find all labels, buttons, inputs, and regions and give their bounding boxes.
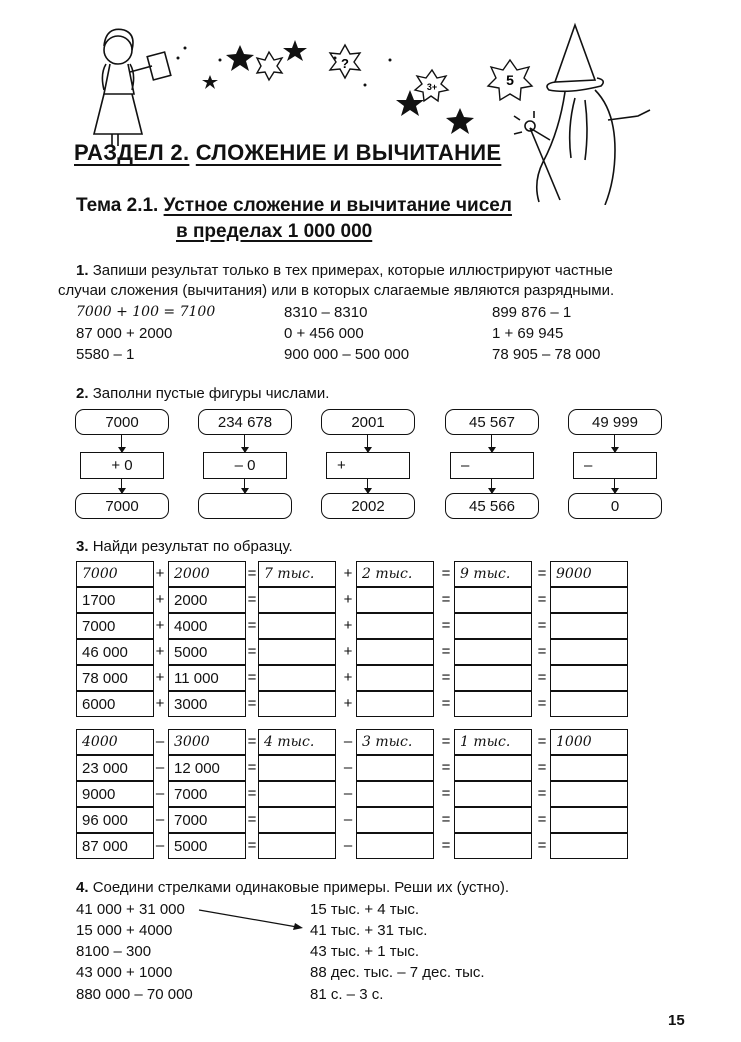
task1-text: 1. Запиши результат только в тех примерах, которые иллюстрируют частные случаи сложения (вычитания) или в которых слагаемые являются разрядными. (58, 262, 615, 299)
sub-sample-equals-2: = (441, 733, 451, 750)
task3-text: 3. Найди результат по образцу. (76, 538, 293, 555)
sub-sample-thousands-b: 3 тыс. (356, 729, 434, 755)
add-row4-equals-1: = (247, 669, 257, 686)
add-row5-equals-1: = (247, 695, 257, 712)
section-label: РАЗДЕЛ 2. (74, 140, 190, 165)
add-row3-operand-b: 5000 (168, 639, 246, 665)
task4-left-4: 43 000 + 1000 (76, 964, 173, 981)
task4-right-2: 41 тыс. + 31 тыс. (310, 922, 428, 939)
sub-row2-operator: – (155, 785, 165, 802)
sub-row2-equals-1: = (247, 785, 257, 802)
sub-row4-thousands-b[interactable] (356, 833, 434, 859)
chain3-operation[interactable]: + (326, 452, 410, 479)
add-row5-operator: + (155, 695, 165, 712)
chain1-top: 7000 (75, 409, 169, 435)
sub-row4-operand-a: 87 000 (76, 833, 154, 859)
add-sample-thousands-b: 2 тыс. (356, 561, 434, 587)
sub-row2-result[interactable] (550, 781, 628, 807)
add-row5-equals-3: = (537, 695, 547, 712)
add-row3-thousands-a[interactable] (258, 639, 336, 665)
add-row2-operand-b: 4000 (168, 613, 246, 639)
sub-row4-equals-3: = (537, 837, 547, 854)
task2-text: 2. Заполни пустые фигуры числами. (76, 385, 330, 402)
sub-row3-result[interactable] (550, 807, 628, 833)
add-row4-thousands-b[interactable] (356, 665, 434, 691)
add-row5-operand-a: 6000 (76, 691, 154, 717)
section-name: СЛОЖЕНИЕ И ВЫЧИТАНИЕ (195, 140, 502, 165)
add-row5-equals-2: = (441, 695, 451, 712)
task4-left-1: 41 000 + 31 000 (76, 901, 185, 918)
sub-row2-equals-2: = (441, 785, 451, 802)
add-row3-operand-a: 46 000 (76, 639, 154, 665)
chain4-arrow1 (491, 435, 492, 452)
add-sample-operand-b: 2000 (168, 561, 246, 587)
task4-right-3: 43 тыс. + 1 тыс. (310, 943, 420, 960)
add-row4-result[interactable] (550, 665, 628, 691)
sub-row4-result[interactable] (550, 833, 628, 859)
add-row4-operator-2: + (343, 669, 353, 686)
add-sample-equals-3: = (537, 565, 547, 582)
badge-question: ? (341, 56, 349, 71)
task3-number: 3. (76, 538, 89, 555)
chain1-arrow1 (121, 435, 122, 452)
add-row5-operator-2: + (343, 695, 353, 712)
sub-row4-operand-b: 5000 (168, 833, 246, 859)
add-sample-result: 9000 (550, 561, 628, 587)
chain2-arrow1 (244, 435, 245, 452)
sub-sample-thousands-result: 1 тыс. (454, 729, 532, 755)
add-row4-operand-b: 11 000 (168, 665, 246, 691)
sub-row2-operand-a: 9000 (76, 781, 154, 807)
chain1-bottom[interactable]: 7000 (75, 493, 169, 519)
add-sample-equals-2: = (441, 565, 451, 582)
topic-title (76, 195, 512, 217)
topic-title-line2: в пределах 1 000 000 (176, 221, 373, 242)
task1-col3-row2: 1 + 69 945 (492, 325, 564, 342)
chain5-bottom: 0 (568, 493, 662, 519)
chain4-arrow2 (491, 479, 492, 493)
add-row5-thousands-result[interactable] (454, 691, 532, 717)
sub-row1-operator: – (155, 759, 165, 776)
add-row1-equals-3: = (537, 591, 547, 608)
chain4-operation[interactable]: – (450, 452, 534, 479)
wizard-drawing (514, 25, 650, 205)
add-row1-equals-1: = (247, 591, 257, 608)
task1-col2-row2: 0 + 456 000 (284, 325, 364, 342)
sub-sample-operand-b: 3000 (168, 729, 246, 755)
section-title (74, 140, 501, 166)
sub-row1-result[interactable] (550, 755, 628, 781)
add-row1-result[interactable] (550, 587, 628, 613)
header-illustration (60, 20, 680, 205)
badge-five: 5 (506, 72, 514, 88)
topic-line1: Устное сложение и вычитание чисел (163, 195, 512, 216)
add-row2-thousands-a[interactable] (258, 613, 336, 639)
sub-row1-equals-1: = (247, 759, 257, 776)
task4-right-1: 15 тыс. + 4 тыс. (310, 901, 420, 918)
sub-sample-equals-1: = (247, 733, 257, 750)
sub-row2-thousands-a[interactable] (258, 781, 336, 807)
sub-row2-thousands-result[interactable] (454, 781, 532, 807)
chain3-arrow2 (367, 479, 368, 493)
sub-row4-operator: – (155, 837, 165, 854)
chain3-top: 2001 (321, 409, 415, 435)
add-row1-thousands-result[interactable] (454, 587, 532, 613)
add-row4-operand-a: 78 000 (76, 665, 154, 691)
sub-sample-operand-a: 4000 (76, 729, 154, 755)
sub-sample-thousands-a: 4 тыс. (258, 729, 336, 755)
add-row2-equals-1: = (247, 617, 257, 634)
chain2-top: 234 678 (198, 409, 292, 435)
add-sample-thousands-result: 9 тыс. (454, 561, 532, 587)
sub-row4-operator-2: – (343, 837, 353, 854)
add-sample-operator-2: + (343, 565, 353, 582)
sub-row3-equals-2: = (441, 811, 451, 828)
task4-number: 4. (76, 879, 89, 896)
sub-row3-thousands-b[interactable] (356, 807, 434, 833)
sub-row1-thousands-a[interactable] (258, 755, 336, 781)
add-sample-equals-1: = (247, 565, 257, 582)
add-row3-thousands-result[interactable] (454, 639, 532, 665)
chain1-arrow2 (121, 479, 122, 493)
sub-sample-operator-2: – (343, 733, 353, 750)
add-row1-operator-2: + (343, 591, 353, 608)
add-row4-operator: + (155, 669, 165, 686)
chain2-bottom[interactable] (198, 493, 292, 519)
task1-sample: 7000 + 100 = 7100 (76, 304, 216, 320)
chain5-arrow1 (614, 435, 615, 452)
chain5-arrow2 (614, 479, 615, 493)
add-row4-equals-2: = (441, 669, 451, 686)
task4-right-4: 88 дес. тыс. – 7 дес. тыс. (310, 964, 485, 981)
task2-number: 2. (76, 385, 89, 402)
sub-row1-operand-b: 12 000 (168, 755, 246, 781)
page-number: 15 (668, 1012, 685, 1029)
task1-col2-row3: 900 000 – 500 000 (284, 346, 410, 363)
sub-row3-equals-1: = (247, 811, 257, 828)
sub-row2-thousands-b[interactable] (356, 781, 434, 807)
sub-row1-equals-3: = (537, 759, 547, 776)
add-row3-operator: + (155, 643, 165, 660)
add-row1-thousands-b[interactable] (356, 587, 434, 613)
add-row3-equals-1: = (247, 643, 257, 660)
add-row1-equals-2: = (441, 591, 451, 608)
sub-row1-operator-2: – (343, 759, 353, 776)
add-row5-operand-b: 3000 (168, 691, 246, 717)
sub-row3-operand-b: 7000 (168, 807, 246, 833)
task1-number: 1. (76, 262, 89, 279)
sub-row1-operand-a: 23 000 (76, 755, 154, 781)
add-row3-thousands-b[interactable] (356, 639, 434, 665)
add-row3-result[interactable] (550, 639, 628, 665)
sub-row2-equals-3: = (537, 785, 547, 802)
add-row5-result[interactable] (550, 691, 628, 717)
sub-row1-thousands-result[interactable] (454, 755, 532, 781)
add-sample-operator: + (155, 565, 165, 582)
sub-sample-equals-3: = (537, 733, 547, 750)
add-row3-equals-3: = (537, 643, 547, 660)
chain2-arrow2 (244, 479, 245, 493)
add-row1-operand-a: 1700 (76, 587, 154, 613)
sub-row4-thousands-result[interactable] (454, 833, 532, 859)
sub-row3-operator-2: – (343, 811, 353, 828)
add-row1-operand-b: 2000 (168, 587, 246, 613)
task1-col2-row1: 8310 – 8310 (284, 304, 368, 321)
chain2-operation: – 0 (203, 452, 287, 479)
add-row2-result[interactable] (550, 613, 628, 639)
sub-row4-equals-2: = (441, 837, 451, 854)
chain3-arrow1 (367, 435, 368, 452)
add-row2-operator-2: + (343, 617, 353, 634)
add-sample-operand-a: 7000 (76, 561, 154, 587)
sub-row3-thousands-result[interactable] (454, 807, 532, 833)
sub-row3-thousands-a[interactable] (258, 807, 336, 833)
sub-row4-thousands-a[interactable] (258, 833, 336, 859)
sub-row1-equals-2: = (441, 759, 451, 776)
add-row1-thousands-a[interactable] (258, 587, 336, 613)
add-row2-operator: + (155, 617, 165, 634)
sub-sample-result: 1000 (550, 729, 628, 755)
girl-drawing (94, 29, 171, 146)
chain4-top: 45 567 (445, 409, 539, 435)
add-row5-thousands-a[interactable] (258, 691, 336, 717)
sub-row1-thousands-b[interactable] (356, 755, 434, 781)
chain4-bottom: 45 566 (445, 493, 539, 519)
task1-col3-row3: 78 905 – 78 000 (492, 346, 601, 363)
task1-col1-row2: 87 000 + 2000 (76, 325, 173, 342)
task1-col1-row3: 5580 – 1 (76, 346, 135, 363)
add-row2-thousands-result[interactable] (454, 613, 532, 639)
add-row2-equals-2: = (441, 617, 451, 634)
chain5-operation[interactable]: – (573, 452, 657, 479)
add-row4-thousands-a[interactable] (258, 665, 336, 691)
sub-row3-operand-a: 96 000 (76, 807, 154, 833)
badge-three-plus: 3+ (426, 82, 438, 92)
task4-right-5: 81 с. – 3 с. (310, 986, 384, 1003)
add-row3-operator-2: + (343, 643, 353, 660)
sub-sample-operator: – (155, 733, 165, 750)
chain1-operation: + 0 (80, 452, 164, 479)
add-row2-operand-a: 7000 (76, 613, 154, 639)
task4-left-3: 8100 – 300 (76, 943, 152, 960)
add-row2-equals-3: = (537, 617, 547, 634)
sub-row2-operand-b: 7000 (168, 781, 246, 807)
sub-row3-equals-3: = (537, 811, 547, 828)
add-row3-equals-2: = (441, 643, 451, 660)
add-row2-thousands-b[interactable] (356, 613, 434, 639)
task1-col3-row1: 899 876 – 1 (492, 304, 572, 321)
sub-row4-equals-1: = (247, 837, 257, 854)
topic-label: Тема 2.1. (76, 195, 159, 216)
task4-left-5: 880 000 – 70 000 (76, 986, 193, 1003)
add-sample-thousands-a: 7 тыс. (258, 561, 336, 587)
sub-row3-operator: – (155, 811, 165, 828)
chain3-bottom: 2002 (321, 493, 415, 519)
task4-text: 4. Соедини стрелками одинаковые примеры. Реши их (устно). (76, 879, 510, 896)
add-row4-equals-3: = (537, 669, 547, 686)
task4-sample-arrow (195, 905, 315, 935)
chain5-top: 49 999 (568, 409, 662, 435)
add-row1-operator: + (155, 591, 165, 608)
task4-left-2: 15 000 + 4000 (76, 922, 173, 939)
add-row4-thousands-result[interactable] (454, 665, 532, 691)
sub-row2-operator-2: – (343, 785, 353, 802)
add-row5-thousands-b[interactable] (356, 691, 434, 717)
